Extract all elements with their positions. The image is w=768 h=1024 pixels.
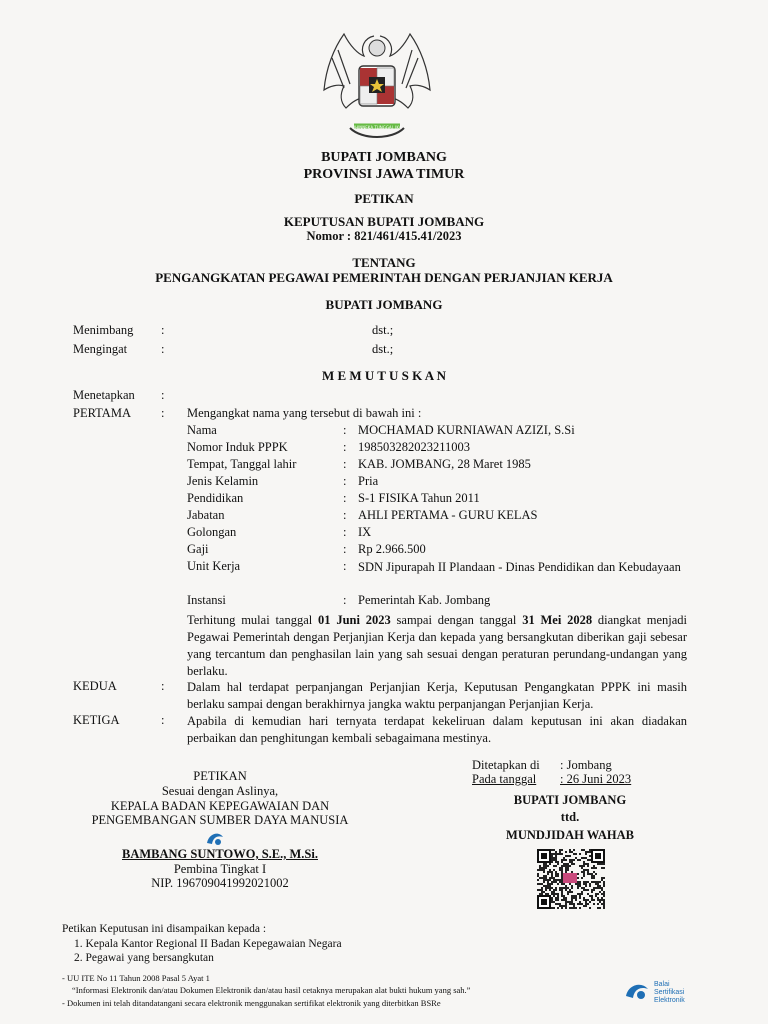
detail-label: Nama bbox=[187, 423, 217, 437]
certifier-nip: NIP. 196709041992021002 bbox=[151, 876, 289, 890]
ketiga-label: KETIGA bbox=[73, 713, 120, 727]
detail-value: IX bbox=[358, 525, 372, 539]
mengingat-colon: : bbox=[161, 342, 165, 356]
distribution-intro: Petikan Keputusan ini disampaikan kepada : bbox=[62, 923, 267, 935]
garuda-emblem bbox=[314, 28, 440, 150]
signature-ttd: ttd. bbox=[560, 810, 580, 824]
detail-colon: : bbox=[343, 542, 347, 556]
detail-value: KAB. JOMBANG, 28 Maret 1985 bbox=[358, 457, 531, 471]
distribution-item: 2. Pegawai yang bersangkutan bbox=[74, 952, 214, 964]
kedua-colon: : bbox=[161, 679, 165, 693]
date-value: : 26 Juni 2023 bbox=[560, 772, 632, 786]
detail-label: Jenis Kelamin bbox=[187, 474, 259, 488]
detail-value: 198503282023211003 bbox=[358, 440, 471, 454]
pertama-colon: : bbox=[161, 406, 165, 420]
pertama-label: PERTAMA bbox=[73, 406, 131, 420]
memutuskan-heading: M E M U T U S K A N bbox=[321, 368, 447, 383]
detail-label: Golongan bbox=[187, 525, 237, 539]
term-end-date: 31 Mei 2028 bbox=[522, 613, 593, 627]
ketiga-text: Apabila di kemudian hari ternyata terdapat kekeliruan dalam keputusan ini akan diadakan perbaikan dan penghitungan kembali sebagaimana mestinya. bbox=[187, 714, 687, 745]
date-label: Pada tanggal bbox=[472, 772, 537, 786]
place-label: Ditetapkan di bbox=[472, 758, 540, 772]
subject-title: PENGANGKATAN PEGAWAI PEMERINTAH DENGAN PERJANJIAN KERJA bbox=[155, 270, 613, 285]
doc-kind: PETIKAN bbox=[354, 191, 414, 206]
detail-value: Pemerintah Kab. Jombang bbox=[358, 593, 491, 607]
menimbang-colon: : bbox=[161, 323, 165, 337]
kedua-text: Dalam hal terdapat perpanjangan Perjanjian Kerja, Keputusan Pengangkatan PPPK ini masih berlaku sampai dengan berakhirnya jangka waktu perpanjangan Perjanjian Kerja. bbox=[187, 680, 687, 711]
about-label: TENTANG bbox=[352, 255, 416, 270]
detail-colon: : bbox=[343, 593, 347, 607]
org-name: BUPATI JOMBANG bbox=[321, 150, 447, 165]
certified-statement: Sesuai dengan Aslinya, bbox=[161, 784, 279, 798]
footer-note-esign: - Dokumen ini telah ditandatangani secara elektronik menggunakan sertifikat elektronik yang diterbitkan BSRe bbox=[62, 998, 441, 1008]
detail-colon: : bbox=[343, 491, 347, 505]
certifier-rank: Pembina Tingkat I bbox=[173, 862, 267, 876]
pertama-intro: Mengangkat nama yang tersebut di bawah ini : bbox=[187, 406, 422, 420]
detail-colon: : bbox=[343, 423, 347, 437]
place-value: : Jombang bbox=[560, 758, 612, 772]
certifier-name: BAMBANG SUNTOWO, S.E., M.Si. bbox=[122, 847, 318, 861]
detail-colon: : bbox=[343, 457, 347, 471]
certified-office-line2: PENGEMBANGAN SUMBER DAYA MANUSIA bbox=[91, 813, 349, 827]
detail-label: Nomor Induk PPPK bbox=[187, 440, 288, 454]
menimbang-label: Menimbang bbox=[73, 323, 134, 337]
detail-value: Rp 2.966.500 bbox=[358, 542, 426, 556]
menimbang-value: dst.; bbox=[372, 323, 394, 337]
menetapkan-colon: : bbox=[161, 388, 165, 402]
detail-value: MOCHAMAD KURNIAWAN AZIZI, S.Si bbox=[358, 423, 575, 437]
detail-label: Tempat, Tanggal lahir bbox=[187, 457, 297, 471]
bsre-label: Balai Sertifikasi Elektronik bbox=[654, 981, 685, 1004]
certified-label: PETIKAN bbox=[193, 769, 247, 783]
issuer-title: BUPATI JOMBANG bbox=[325, 297, 443, 312]
detail-value: AHLI PERTAMA - GURU KELAS bbox=[358, 508, 538, 522]
menetapkan-label: Menetapkan bbox=[73, 388, 135, 402]
detail-colon: : bbox=[343, 559, 347, 573]
detail-label: Instansi bbox=[187, 593, 226, 607]
detail-value: SDN Jipurapah II Plandaan - Dinas Pendidikan dan Kebudayaan bbox=[358, 560, 681, 574]
detail-label: Jabatan bbox=[187, 508, 225, 522]
footer-note-quote: “Informasi Elektronik dan/atau Dokumen Elektronik dan/atau hasil cetaknya merupakan alat bukti hukum yang sah.” bbox=[72, 985, 471, 995]
mengingat-value: dst.; bbox=[372, 342, 394, 356]
decision-title: KEPUTUSAN BUPATI JOMBANG bbox=[283, 214, 485, 229]
qr-code bbox=[537, 849, 605, 909]
detail-colon: : bbox=[343, 474, 347, 488]
certified-office-line1: KEPALA BADAN KEPEGAWAIAN DAN bbox=[110, 799, 330, 813]
signer-title: BUPATI JOMBANG bbox=[513, 793, 627, 807]
term-paragraph: Terhitung mulai tanggal 01 Juni 2023 sampai dengan tanggal 31 Mei 2028 diangkat menjadi Pegawai Pemerintah dengan Perjanjian Kerja dan kepada yang bersangkutan diberikan gaji sebesar yang tercantum dan penghasilan lain yang sah sesuai dengan peraturan perundang-undangan yang berlaku. bbox=[187, 613, 687, 678]
bsre-stamp-icon bbox=[204, 829, 226, 849]
detail-label: Gaji bbox=[187, 542, 209, 556]
detail-label: Pendidikan bbox=[187, 491, 244, 505]
detail-colon: : bbox=[343, 440, 347, 454]
term-start-date: 01 Juni 2023 bbox=[318, 613, 391, 627]
footer-note-law: - UU ITE No 11 Tahun 2008 Pasal 5 Ayat 1 bbox=[62, 973, 210, 983]
mengingat-label: Mengingat bbox=[73, 342, 128, 356]
signer-name: MUNDJIDAH WAHAB bbox=[506, 828, 634, 842]
detail-colon: : bbox=[343, 508, 347, 522]
decision-number: Nomor : 821/461/415.41/2023 bbox=[306, 229, 462, 243]
svg-text:BHINNEKA TUNGGAL IKA: BHINNEKA TUNGGAL IKA bbox=[352, 125, 402, 130]
distribution-item: 1. Kepala Kantor Regional II Badan Kepegawaian Negara bbox=[74, 938, 342, 950]
ketiga-colon: : bbox=[161, 713, 165, 727]
kedua-label: KEDUA bbox=[73, 679, 117, 693]
detail-label: Unit Kerja bbox=[187, 559, 241, 573]
detail-value: Pria bbox=[358, 474, 379, 488]
detail-colon: : bbox=[343, 525, 347, 539]
org-province: PROVINSI JAWA TIMUR bbox=[303, 167, 465, 182]
detail-value: S-1 FISIKA Tahun 2011 bbox=[358, 491, 480, 505]
bsre-logo bbox=[623, 980, 651, 1002]
